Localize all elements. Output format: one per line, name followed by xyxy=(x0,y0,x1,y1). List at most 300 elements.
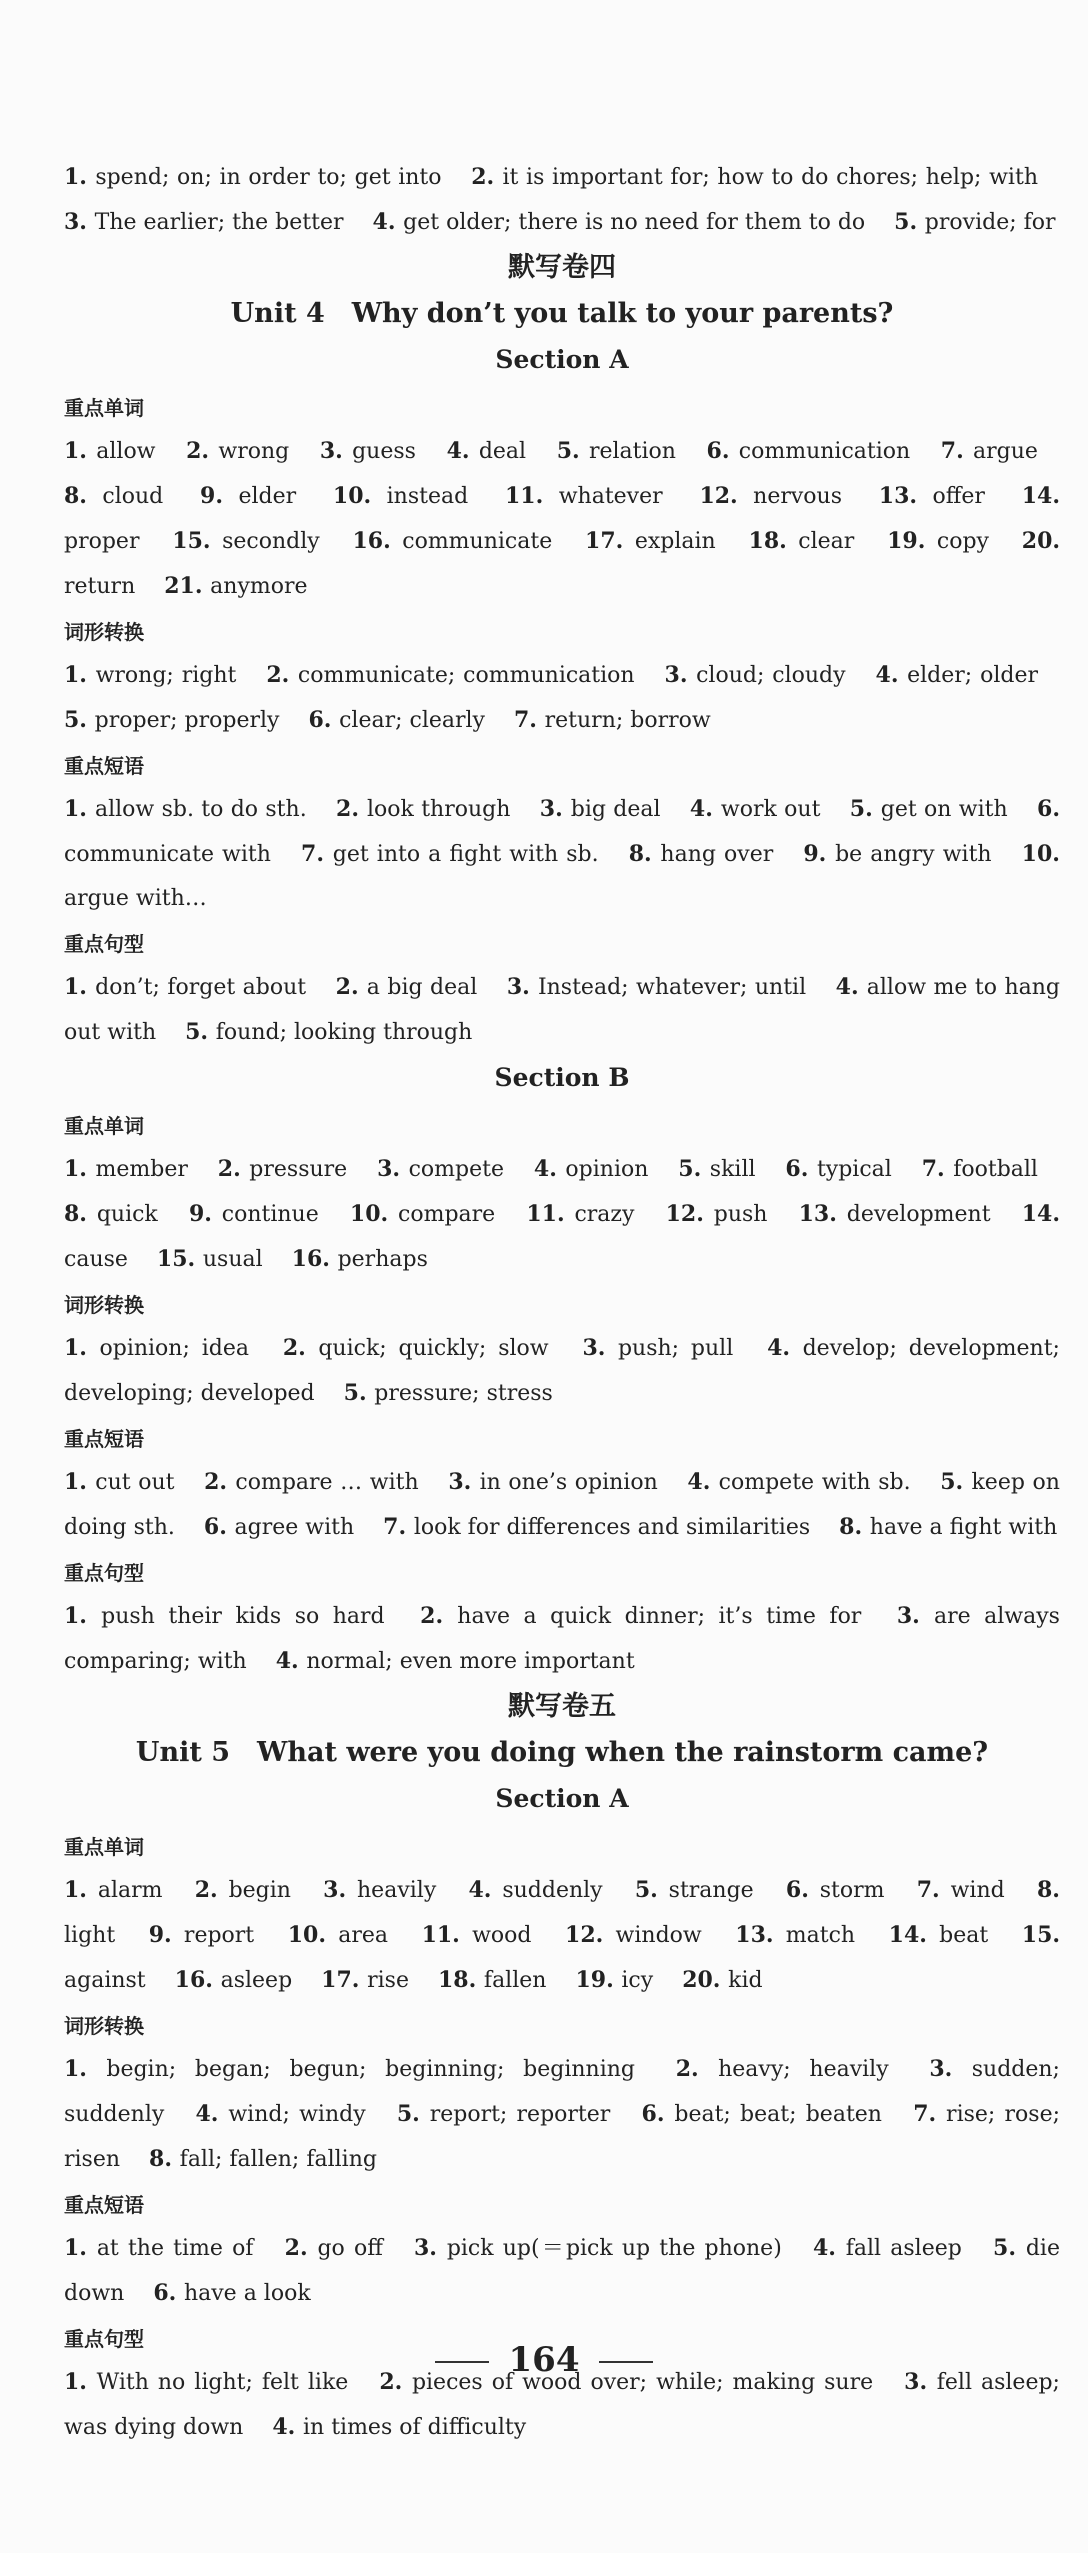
answer-text: develop; development; developing; developed xyxy=(64,1336,1060,1406)
answer-text: fall asleep xyxy=(845,2236,962,2261)
answer-text: cloud xyxy=(102,484,164,509)
answer-number: 2. xyxy=(675,2056,719,2082)
answer-item xyxy=(204,1470,419,1495)
answer-text: proper; properly xyxy=(94,708,280,733)
answer-item xyxy=(288,1923,388,1948)
answer-number: 6. xyxy=(706,438,739,464)
answer-item xyxy=(320,439,416,464)
answer-number: 5. xyxy=(940,1469,972,1495)
answer-text: don’t; forget about xyxy=(95,975,307,1000)
answer-text: cause xyxy=(64,1247,128,1272)
answer-item xyxy=(642,2102,882,2127)
answer-number: 6. xyxy=(641,2101,675,2127)
part4-b-phrases xyxy=(64,1460,1060,1550)
answer-text: area xyxy=(338,1923,388,1948)
answer-text: report xyxy=(183,1923,255,1948)
answer-text: return; borrow xyxy=(544,708,711,733)
answer-number: 1. xyxy=(64,1877,98,1903)
answer-text: heavily xyxy=(357,1878,437,1903)
answer-number: 19. xyxy=(887,528,937,554)
answer-text: wind; windy xyxy=(228,2102,366,2127)
answer-text: deal xyxy=(478,439,527,464)
answer-number: 19. xyxy=(575,1967,622,1993)
answer-number: 8. xyxy=(628,841,661,867)
answer-text: quick; quickly; slow xyxy=(318,1336,549,1361)
answer-text: With no light; felt like xyxy=(96,2370,349,2395)
answer-item xyxy=(422,1923,532,1948)
answer-text: light xyxy=(64,1923,116,1948)
answer-text: go off xyxy=(317,2236,383,2261)
answer-text: football xyxy=(953,1157,1038,1182)
answer-item xyxy=(64,1604,385,1629)
answer-text: spend; on; in order to; get into xyxy=(95,165,442,190)
answer-item xyxy=(420,1604,861,1629)
answer-text: at the time of xyxy=(96,2236,254,2261)
answer-item xyxy=(266,663,634,688)
answer-item xyxy=(64,663,236,688)
answer-number: 4. xyxy=(767,1335,803,1361)
answer-text: communicate with xyxy=(64,842,271,867)
answer-text: wood xyxy=(472,1923,532,1948)
answer-number: 14. xyxy=(1021,483,1060,509)
part4-heading: 默写卷四 xyxy=(508,252,616,283)
answer-item xyxy=(678,1157,755,1182)
answer-number: 3. xyxy=(582,1335,618,1361)
answer-text: cloud; cloudy xyxy=(696,663,846,688)
footer-dash-right xyxy=(599,2361,653,2363)
answer-item xyxy=(64,2057,635,2082)
answer-item xyxy=(735,1923,855,1948)
answer-number: 1. xyxy=(64,2056,107,2082)
answer-text: get on with xyxy=(880,797,1008,822)
answer-text: offer xyxy=(932,484,985,509)
answer-number: 5. xyxy=(993,2235,1026,2261)
answer-number: 20. xyxy=(1021,528,1061,554)
answer-number: 1. xyxy=(64,1335,100,1361)
answer-number: 1. xyxy=(64,438,97,464)
answer-number: 5. xyxy=(64,707,95,733)
answer-item xyxy=(448,1470,657,1495)
answer-text: allow xyxy=(96,439,156,464)
answer-text: storm xyxy=(819,1878,885,1903)
answer-number: 1. xyxy=(64,2369,97,2395)
answer-number: 5. xyxy=(556,438,589,464)
part5-heading: 默写卷五 xyxy=(508,1691,616,1722)
answer-number: 7. xyxy=(921,1156,954,1182)
part4-a-sentences-label: 重点句型 xyxy=(64,932,144,956)
answer-text: perhaps xyxy=(337,1247,428,1272)
answer-text: asleep xyxy=(220,1968,293,1993)
answer-text: instead xyxy=(386,484,469,509)
answer-number: 7. xyxy=(383,1514,414,1540)
answer-number: 6. xyxy=(785,1877,820,1903)
answer-number: 3. xyxy=(319,438,353,464)
answer-item xyxy=(157,1247,263,1272)
answer-text: Instead; whatever; until xyxy=(537,975,807,1000)
answer-number: 13. xyxy=(735,1922,786,1948)
answer-number: 21. xyxy=(164,573,211,599)
part4-a-forms xyxy=(64,653,1060,743)
answer-item xyxy=(323,1878,436,1903)
answer-number: 1. xyxy=(64,796,95,822)
answer-number: 1. xyxy=(64,2235,97,2261)
answer-item xyxy=(64,484,163,509)
answer-item xyxy=(352,529,552,554)
answer-text: communicate; communication xyxy=(297,663,635,688)
answer-text: strange xyxy=(668,1878,754,1903)
answer-number: 10. xyxy=(349,1201,399,1227)
answer-number: 5. xyxy=(678,1156,710,1182)
answer-text: get into a fight with sb. xyxy=(332,842,599,867)
part4-b-phrases-label: 重点短语 xyxy=(64,1427,144,1451)
answer-number: 6. xyxy=(1037,796,1060,822)
part4-unit-title: Unit 4 Why don’t you talk to your parents? xyxy=(230,298,894,329)
answer-text: alarm xyxy=(97,1878,163,1903)
answer-number: 13. xyxy=(878,483,933,509)
answer-number: 11. xyxy=(526,1201,575,1227)
answer-number: 6. xyxy=(203,1514,235,1540)
answer-text: push xyxy=(713,1202,768,1227)
answer-item xyxy=(344,1381,553,1406)
answer-text: pick up(＝pick up the phone) xyxy=(446,2236,782,2261)
answer-number: 2. xyxy=(336,796,368,822)
answer-number: 11. xyxy=(421,1922,473,1948)
answer-number: 4. xyxy=(446,438,479,464)
answer-item xyxy=(889,1923,989,1948)
answer-number: 7. xyxy=(513,707,545,733)
answer-item xyxy=(922,1157,1038,1182)
answer-item xyxy=(682,1968,762,1993)
answer-number: 10. xyxy=(332,483,387,509)
answer-number: 1. xyxy=(64,164,96,190)
answer-text: compete with sb. xyxy=(718,1470,911,1495)
answer-text: suddenly xyxy=(502,1878,603,1903)
answer-item xyxy=(373,210,866,235)
answer-text: push; pull xyxy=(617,1336,734,1361)
answer-item xyxy=(200,484,296,509)
answer-item xyxy=(64,1878,163,1903)
answer-item xyxy=(195,1878,291,1903)
answer-text: icy xyxy=(621,1968,654,1993)
answer-number: 2. xyxy=(204,1469,236,1495)
answer-number: 6. xyxy=(153,2280,184,2306)
answer-text: nervous xyxy=(753,484,842,509)
answer-number: 9. xyxy=(148,1922,184,1948)
answer-number: 20. xyxy=(682,1967,729,1993)
answer-item xyxy=(699,484,842,509)
answer-item xyxy=(64,1202,158,1227)
part5-a-words-label: 重点单词 xyxy=(64,1835,144,1859)
answer-text: in one’s opinion xyxy=(479,1470,658,1495)
answer-item xyxy=(803,842,991,867)
answer-number: 4. xyxy=(468,1877,503,1903)
answer-number: 16. xyxy=(291,1246,338,1272)
answer-number: 4. xyxy=(835,974,867,1000)
answer-text: keep on doing sth. xyxy=(64,1470,1060,1540)
answer-number: 1. xyxy=(64,662,96,688)
answer-text: clear; clearly xyxy=(339,708,485,733)
answer-number: 9. xyxy=(803,841,836,867)
answer-number: 4. xyxy=(533,1156,566,1182)
answer-number: 7. xyxy=(916,1877,951,1903)
answer-text: it is important for; how to do chores; help; with xyxy=(502,165,1038,190)
answer-text: provide; for xyxy=(924,210,1056,235)
answer-text: a big deal xyxy=(366,975,478,1000)
page-footer xyxy=(0,2340,1088,2380)
answer-text: be angry with xyxy=(835,842,992,867)
answer-text: cut out xyxy=(95,1470,175,1495)
answer-text: look through xyxy=(367,797,511,822)
answer-number: 4. xyxy=(195,2101,229,2127)
answer-text: elder; older xyxy=(907,663,1038,688)
answer-number: 3. xyxy=(539,796,571,822)
answer-text: pressure xyxy=(249,1157,348,1182)
answer-number: 2. xyxy=(471,164,503,190)
answer-number: 7. xyxy=(913,2101,947,2127)
answer-item xyxy=(468,1878,602,1903)
answer-number: 3. xyxy=(896,1603,934,1629)
answer-item xyxy=(917,1878,1005,1903)
answer-item xyxy=(172,529,319,554)
answer-item xyxy=(676,2057,889,2082)
answer-text: skill xyxy=(709,1157,756,1182)
answer-number: 3. xyxy=(64,209,95,235)
answer-item xyxy=(665,663,846,688)
answer-number: 2. xyxy=(217,1156,250,1182)
answer-number: 2. xyxy=(194,1877,229,1903)
answer-number: 4. xyxy=(372,209,404,235)
answer-item xyxy=(283,1336,549,1361)
answer-item xyxy=(175,1968,293,1993)
answer-item xyxy=(64,165,442,190)
answer-text: agree with xyxy=(234,1515,355,1540)
answer-number: 1. xyxy=(64,1603,102,1629)
answer-item xyxy=(447,439,527,464)
answer-text: have a look xyxy=(183,2281,311,2306)
part5-a-words xyxy=(64,1868,1060,2003)
answer-number: 4. xyxy=(275,1648,307,1674)
answer-text: usual xyxy=(202,1247,263,1272)
answer-item xyxy=(414,2236,782,2261)
answer-text: begin xyxy=(228,1878,291,1903)
answer-text: hang over xyxy=(660,842,774,867)
answer-item xyxy=(64,210,344,235)
answer-item xyxy=(64,2236,253,2261)
answer-number: 8. xyxy=(1036,1877,1060,1903)
answer-text: have a fight with xyxy=(869,1515,1058,1540)
answer-number: 1. xyxy=(64,974,96,1000)
answer-text: rise xyxy=(367,1968,409,1993)
answer-number: 2. xyxy=(284,2235,318,2261)
answer-item xyxy=(534,1157,649,1182)
answer-text: relation xyxy=(588,439,676,464)
answer-item xyxy=(507,975,806,1000)
part4-a-sentences xyxy=(64,965,1060,1055)
answer-item xyxy=(690,797,821,822)
answer-number: 12. xyxy=(699,483,754,509)
answer-number: 15. xyxy=(156,1246,203,1272)
part4-a-phrases-label: 重点短语 xyxy=(64,754,144,778)
answer-text: anymore xyxy=(210,574,308,599)
answer-number: 5. xyxy=(185,1019,216,1045)
answer-number: 3. xyxy=(664,662,697,688)
answer-page xyxy=(64,155,1060,2450)
answer-item xyxy=(666,1202,768,1227)
part4-b-words-label: 重点单词 xyxy=(64,1114,144,1138)
answer-item xyxy=(894,210,1055,235)
answer-text: opinion; idea xyxy=(99,1336,249,1361)
answer-number: 3. xyxy=(448,1469,480,1495)
answer-text: beat; beat; beaten xyxy=(674,2102,882,2127)
answer-text: copy xyxy=(936,529,989,554)
answer-text: heavy; heavily xyxy=(718,2057,889,2082)
answer-item xyxy=(64,439,156,464)
answer-text: in times of difficulty xyxy=(303,2415,527,2440)
answer-item xyxy=(321,1968,409,1993)
answer-item xyxy=(64,797,307,822)
answer-item xyxy=(799,1202,991,1227)
answer-text: elder xyxy=(238,484,297,509)
answer-number: 3. xyxy=(929,2056,972,2082)
answer-item xyxy=(285,2236,383,2261)
answer-item xyxy=(941,439,1038,464)
part4-a-phrases xyxy=(64,787,1060,921)
answer-number: 14. xyxy=(1021,1201,1060,1227)
answer-item xyxy=(839,1515,1057,1540)
answer-number: 4. xyxy=(875,662,908,688)
answer-text: have a quick dinner; it’s time for xyxy=(457,1604,862,1629)
answer-item xyxy=(64,1470,174,1495)
answer-number: 6. xyxy=(308,707,340,733)
answer-number: 14. xyxy=(888,1922,940,1948)
answer-item xyxy=(514,708,711,733)
answer-text: are always comparing; with xyxy=(64,1604,1060,1674)
answer-number: 3. xyxy=(506,974,538,1000)
answer-text: pieces of wood over; while; making sure xyxy=(411,2370,874,2395)
answer-item xyxy=(336,797,510,822)
answer-number: 2. xyxy=(186,438,219,464)
answer-text: wind xyxy=(950,1878,1005,1903)
answer-number: 11. xyxy=(504,483,559,509)
answer-text: normal; even more important xyxy=(306,1649,635,1674)
answer-text: beat xyxy=(939,1923,989,1948)
answer-text: match xyxy=(785,1923,856,1948)
answer-item xyxy=(185,1020,472,1045)
answer-text: argue xyxy=(973,439,1038,464)
answer-item xyxy=(301,842,599,867)
answer-number: 10. xyxy=(1021,841,1060,867)
answer-item xyxy=(876,663,1038,688)
part4-section-b-title: Section B xyxy=(494,1063,630,1092)
answer-number: 18. xyxy=(437,1967,484,1993)
answer-item xyxy=(276,1649,635,1674)
page-number: 164 xyxy=(508,2340,580,2380)
answer-item xyxy=(850,797,1008,822)
answer-item xyxy=(333,484,468,509)
answer-text: member xyxy=(95,1157,188,1182)
answer-text: The earlier; the better xyxy=(94,210,344,235)
answer-number: 18. xyxy=(748,528,799,554)
part5-a-forms-label: 词形转换 xyxy=(64,2014,144,2038)
answer-item xyxy=(813,2236,962,2261)
answer-number: 4. xyxy=(272,2414,303,2440)
answer-number: 13. xyxy=(798,1201,847,1227)
answer-number: 5. xyxy=(894,209,925,235)
part4-b-forms xyxy=(64,1326,1060,1416)
answer-number: 2. xyxy=(266,662,298,688)
answer-text: proper xyxy=(64,529,140,554)
answer-number: 2. xyxy=(282,1335,319,1361)
answer-item xyxy=(383,1515,810,1540)
part4-a-forms-label: 词形转换 xyxy=(64,620,144,644)
part4-b-sentences-label: 重点句型 xyxy=(64,1561,144,1585)
part4-b-forms-label: 词形转换 xyxy=(64,1293,144,1317)
answer-text: wrong xyxy=(218,439,290,464)
answer-item xyxy=(749,529,855,554)
answer-number: 16. xyxy=(352,528,403,554)
answer-item xyxy=(292,1247,428,1272)
answer-item xyxy=(575,1968,653,1993)
answer-number: 8. xyxy=(839,1514,870,1540)
answer-text: secondly xyxy=(222,529,320,554)
answer-item xyxy=(196,2102,366,2127)
answer-item xyxy=(557,439,676,464)
answer-item xyxy=(887,529,989,554)
answer-text: fell asleep; was dying down xyxy=(64,2370,1060,2440)
answer-text: report; reporter xyxy=(429,2102,611,2127)
part4-a-words-label: 重点单词 xyxy=(64,396,144,420)
answer-text: guess xyxy=(352,439,416,464)
answer-item xyxy=(164,574,307,599)
answer-number: 8. xyxy=(64,1201,97,1227)
answer-text: return xyxy=(64,574,136,599)
answer-text: development xyxy=(846,1202,991,1227)
part4-section-a-title: Section A xyxy=(495,345,629,374)
answer-item xyxy=(64,975,306,1000)
answer-text: work out xyxy=(720,797,821,822)
answer-number: 5. xyxy=(849,796,881,822)
answer-item xyxy=(189,1202,319,1227)
answer-item xyxy=(565,1923,702,1948)
answer-item xyxy=(629,842,774,867)
answer-item xyxy=(687,1470,910,1495)
part5-a-phrases-label: 重点短语 xyxy=(64,2193,144,2217)
answer-item xyxy=(582,1336,733,1361)
answer-text: window xyxy=(615,1923,702,1948)
answer-text: fallen xyxy=(483,1968,547,1993)
answer-text: compare xyxy=(398,1202,496,1227)
intro-answers xyxy=(64,155,1060,245)
answer-item xyxy=(505,484,663,509)
answer-item xyxy=(786,1878,885,1903)
part4-a-words xyxy=(64,429,1060,609)
answer-number: 1. xyxy=(64,1469,96,1495)
answer-number: 12. xyxy=(665,1201,714,1227)
answer-text: compete xyxy=(408,1157,504,1182)
answer-item xyxy=(635,1878,754,1903)
answer-number: 3. xyxy=(377,1156,409,1182)
answer-item xyxy=(153,2281,310,2306)
answer-number: 10. xyxy=(287,1922,339,1948)
answer-number: 5. xyxy=(343,1380,375,1406)
answer-item xyxy=(186,439,289,464)
answer-text: argue with… xyxy=(64,886,207,911)
answer-item xyxy=(350,1202,495,1227)
answer-number: 5. xyxy=(634,1877,669,1903)
answer-item xyxy=(64,708,279,733)
part5-section-a-title: Section A xyxy=(495,1784,629,1813)
answer-number: 9. xyxy=(200,483,239,509)
